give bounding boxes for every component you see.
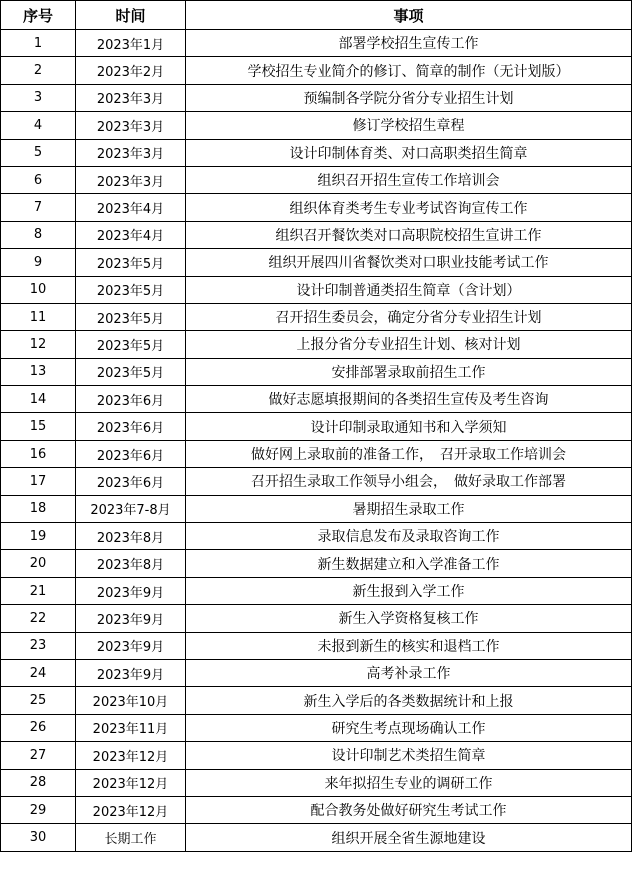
row-number: 17 (1, 468, 76, 495)
table-row (1, 249, 632, 276)
row-time: 2023年6月 (76, 413, 186, 440)
row-number: 22 (1, 605, 76, 632)
table-row (1, 495, 632, 522)
row-number: 12 (1, 331, 76, 358)
row-item: 安排部署录取前招生工作 (186, 358, 632, 385)
row-number: 1 (1, 30, 76, 57)
row-number: 5 (1, 139, 76, 166)
row-number: 2 (1, 57, 76, 84)
row-time: 2023年5月 (76, 331, 186, 358)
row-item: 未报到新生的核实和退档工作 (186, 632, 632, 659)
row-item: 做好网上录取前的准备工作， 召开录取工作培训会 (186, 440, 632, 467)
row-time: 2023年6月 (76, 468, 186, 495)
row-number: 26 (1, 714, 76, 741)
table-row (1, 577, 632, 604)
row-item: 学校招生专业简介的修订、简章的制作（无计划版） (186, 57, 632, 84)
row-number: 16 (1, 440, 76, 467)
row-item: 录取信息发布及录取咨询工作 (186, 523, 632, 550)
table-row (1, 331, 632, 358)
row-time: 2023年5月 (76, 358, 186, 385)
header-item: 事项 (186, 1, 632, 30)
row-number: 7 (1, 194, 76, 221)
row-number: 28 (1, 769, 76, 796)
row-time: 2023年7-8月 (76, 495, 186, 522)
row-number: 27 (1, 742, 76, 769)
row-number: 9 (1, 249, 76, 276)
row-item: 组织开展全省生源地建设 (186, 824, 632, 851)
row-time: 2023年9月 (76, 659, 186, 686)
row-number: 29 (1, 796, 76, 823)
header-row (1, 1, 632, 30)
row-item: 上报分省分专业招生计划、核对计划 (186, 331, 632, 358)
row-number: 6 (1, 166, 76, 193)
row-time: 2023年9月 (76, 605, 186, 632)
row-number: 15 (1, 413, 76, 440)
row-number: 20 (1, 550, 76, 577)
table-row (1, 659, 632, 686)
row-number: 18 (1, 495, 76, 522)
table-row (1, 468, 632, 495)
row-item: 做好志愿填报期间的各类招生宣传及考生咨询 (186, 386, 632, 413)
row-time: 2023年12月 (76, 769, 186, 796)
row-item: 来年拟招生专业的调研工作 (186, 769, 632, 796)
row-item: 召开招生委员会，确定分省分专业招生计划 (186, 303, 632, 330)
row-time: 2023年3月 (76, 84, 186, 111)
row-item: 预编制各学院分省分专业招生计划 (186, 84, 632, 111)
row-item: 部署学校招生宣传工作 (186, 30, 632, 57)
table-row (1, 276, 632, 303)
table-row (1, 796, 632, 823)
row-time: 2023年10月 (76, 687, 186, 714)
row-time: 2023年9月 (76, 577, 186, 604)
row-item: 组织开展四川省餐饮类对口职业技能考试工作 (186, 249, 632, 276)
table-row (1, 194, 632, 221)
table-row (1, 824, 632, 851)
row-time: 长期工作 (76, 824, 186, 851)
row-time: 2023年3月 (76, 112, 186, 139)
table-row (1, 523, 632, 550)
row-number: 21 (1, 577, 76, 604)
row-item: 组织体育类考生专业考试咨询宣传工作 (186, 194, 632, 221)
row-time: 2023年4月 (76, 221, 186, 248)
table-row (1, 303, 632, 330)
row-time: 2023年5月 (76, 276, 186, 303)
row-item: 设计印制艺术类招生简章 (186, 742, 632, 769)
row-item: 新生入学后的各类数据统计和上报 (186, 687, 632, 714)
table-row (1, 769, 632, 796)
row-item: 设计印制录取通知书和入学须知 (186, 413, 632, 440)
row-number: 11 (1, 303, 76, 330)
table-row (1, 687, 632, 714)
row-time: 2023年2月 (76, 57, 186, 84)
row-item: 新生报到入学工作 (186, 577, 632, 604)
row-time: 2023年6月 (76, 386, 186, 413)
table-row (1, 57, 632, 84)
table-row (1, 166, 632, 193)
table-row (1, 358, 632, 385)
table-row (1, 440, 632, 467)
row-item: 高考补录工作 (186, 659, 632, 686)
row-item: 设计印制体育类、对口高职类招生简章 (186, 139, 632, 166)
row-time: 2023年9月 (76, 632, 186, 659)
row-time: 2023年4月 (76, 194, 186, 221)
row-item: 修订学校招生章程 (186, 112, 632, 139)
row-item: 暑期招生录取工作 (186, 495, 632, 522)
table-row (1, 632, 632, 659)
table-row (1, 221, 632, 248)
row-number: 25 (1, 687, 76, 714)
row-time: 2023年8月 (76, 523, 186, 550)
row-number: 14 (1, 386, 76, 413)
row-time: 2023年1月 (76, 30, 186, 57)
row-item: 组织召开招生宣传工作培训会 (186, 166, 632, 193)
table-row (1, 84, 632, 111)
header-no: 序号 (1, 1, 76, 30)
row-number: 30 (1, 824, 76, 851)
table-row (1, 30, 632, 57)
row-time: 2023年12月 (76, 742, 186, 769)
table-row (1, 413, 632, 440)
row-time: 2023年5月 (76, 249, 186, 276)
row-time: 2023年6月 (76, 440, 186, 467)
row-time: 2023年12月 (76, 796, 186, 823)
table-row (1, 605, 632, 632)
row-time: 2023年3月 (76, 139, 186, 166)
row-time: 2023年11月 (76, 714, 186, 741)
row-time: 2023年3月 (76, 166, 186, 193)
table-row (1, 742, 632, 769)
row-item: 召开招生录取工作领导小组会， 做好录取工作部署 (186, 468, 632, 495)
row-number: 8 (1, 221, 76, 248)
row-time: 2023年8月 (76, 550, 186, 577)
row-item: 组织召开餐饮类对口高职院校招生宣讲工作 (186, 221, 632, 248)
row-number: 13 (1, 358, 76, 385)
row-number: 23 (1, 632, 76, 659)
header-time: 时间 (76, 1, 186, 30)
row-item: 研究生考点现场确认工作 (186, 714, 632, 741)
table-row (1, 550, 632, 577)
row-number: 10 (1, 276, 76, 303)
row-item: 新生入学资格复核工作 (186, 605, 632, 632)
row-number: 3 (1, 84, 76, 111)
table-row (1, 714, 632, 741)
row-number: 4 (1, 112, 76, 139)
table-row (1, 386, 632, 413)
row-number: 24 (1, 659, 76, 686)
row-item: 新生数据建立和入学准备工作 (186, 550, 632, 577)
row-number: 19 (1, 523, 76, 550)
row-time: 2023年5月 (76, 303, 186, 330)
row-item: 配合教务处做好研究生考试工作 (186, 796, 632, 823)
row-item: 设计印制普通类招生简章（含计划） (186, 276, 632, 303)
table-row (1, 112, 632, 139)
table-row (1, 139, 632, 166)
